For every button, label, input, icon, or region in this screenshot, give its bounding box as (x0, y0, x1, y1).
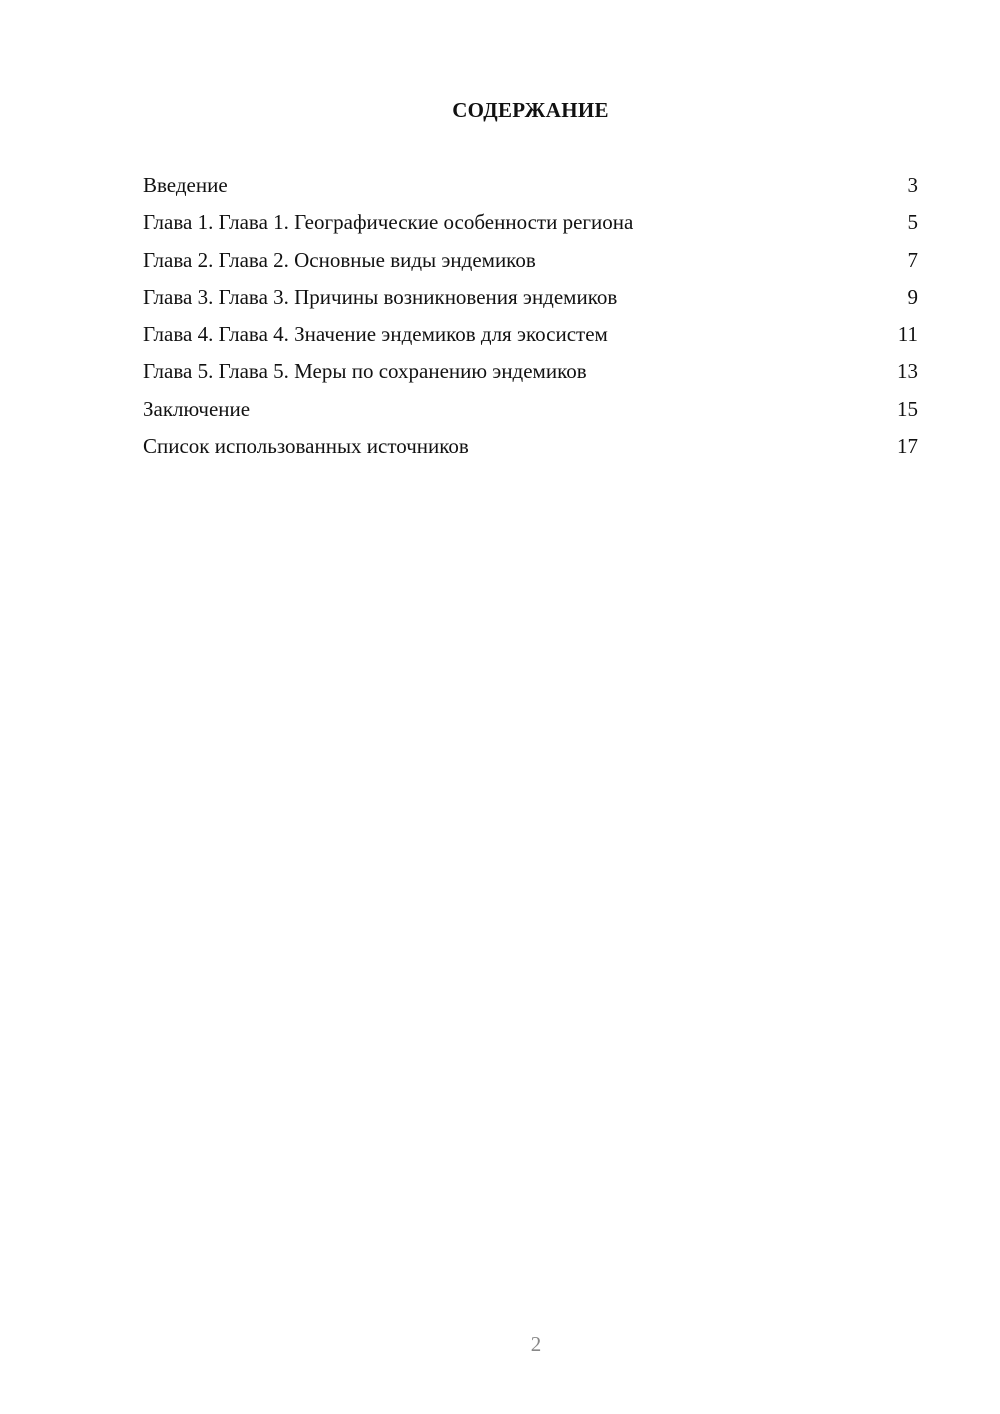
toc-entry-label: Глава 3. Глава 3. Причины возникновения эндемиков (143, 284, 618, 309)
toc-entry-chapter-1[interactable] (143, 207, 918, 244)
toc-entry-label: Глава 4. Глава 4. Значение эндемиков для экосистем (143, 322, 608, 347)
toc-entry-page-number: 15 (897, 396, 918, 421)
toc-entry-page-number: 7 (907, 247, 918, 272)
toc-entry-label: Заключение (143, 396, 251, 421)
toc-entry-page-number: 17 (897, 434, 918, 459)
toc-entry-chapter-4[interactable] (143, 319, 918, 356)
toc-entry-label: Список использованных источников (143, 434, 469, 459)
toc-entry-chapter-5[interactable] (143, 356, 918, 393)
toc-entry-page-number: 5 (907, 210, 918, 235)
toc-entry-page-number: 11 (897, 322, 918, 347)
toc-entry-label: Глава 2. Глава 2. Основные виды эндемиков (143, 247, 536, 272)
toc-entry-conclusion[interactable] (143, 394, 918, 431)
toc-entry-page-number: 13 (897, 359, 918, 384)
toc-title: СОДЕРЖАНИЕ (452, 98, 609, 122)
toc-list (143, 170, 918, 468)
toc-entry-label: Глава 1. Глава 1. Географические особенности региона (143, 210, 634, 235)
toc-entry-chapter-3[interactable] (143, 282, 918, 319)
toc-entry-page-number: 9 (907, 284, 918, 309)
page-number: 2 (530, 1332, 542, 1356)
toc-entry-page-number: 3 (907, 173, 918, 197)
toc-entry-references[interactable] (143, 431, 918, 468)
toc-entry-label: Введение (143, 173, 228, 197)
toc-entry-chapter-2[interactable] (143, 245, 918, 282)
toc-entry-introduction[interactable] (143, 170, 918, 207)
toc-title-container (143, 96, 918, 124)
toc-entry-label: Глава 5. Глава 5. Меры по сохранению эндемиков (143, 359, 587, 384)
